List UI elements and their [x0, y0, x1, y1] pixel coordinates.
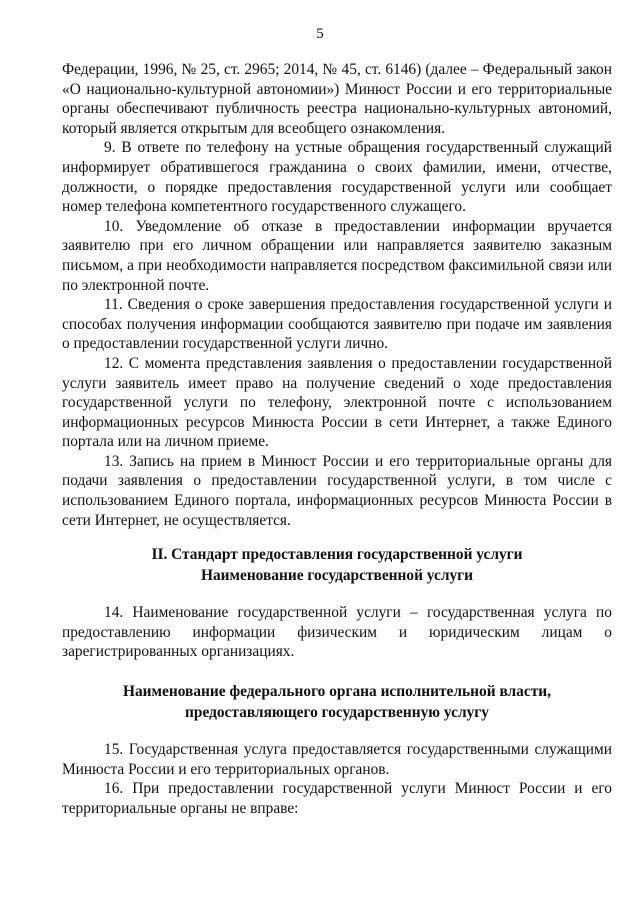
- body-block-1: [62, 60, 612, 530]
- paragraph-15: 15. Государственная услуга предоставляется государственными служащими Минюста России и его территориальных органов.: [62, 741, 612, 778]
- paragraph-13: 13. Запись на прием в Минюст России и его территориальные органы для подачи заявления о предоставлении государственной услуги, в том числе с использованием Единого портала, информационных ресурсов Минюста России в сети Интернет, не осуществляется.: [62, 452, 612, 529]
- section-2-title: II. Стандарт предоставления государственной услуги: [151, 546, 523, 563]
- service-name-subtitle: Наименование государственной услуги: [200, 567, 474, 584]
- org-title-line-1: Наименование федерального органа исполнительной власти,: [123, 683, 551, 700]
- paragraph-12: 12. С момента представления заявления о предоставлении государственной услуги заявитель имеет право на получение сведений о ходе предоставления государственной услуги по телефону, электронной почте с использованием информационных ресурсов Минюста России в сети Интернет, а также Единого портала или на личном приеме.: [62, 354, 612, 451]
- paragraph-continuation: Федерации, 1996, № 25, ст. 2965; 2014, № 45, ст. 6146) (далее – Федеральный закон «О национально-культурной автономии») Минюст России и его территориальные органы обеспечивают публичность реестра национально-культурных автономий, который является открытым для всеобщего ознакомления.: [62, 61, 612, 137]
- org-heading: [62, 681, 612, 723]
- paragraph-10: 10. Уведомление об отказе в предоставлении информации вручается заявителю при его личном обращении или направляется заявителю заказным письмом, а при необходимости направляется посредством факсимильной связи или по электронной почте.: [62, 217, 612, 294]
- section-2-heading: [62, 544, 612, 586]
- paragraph-14: 14. Наименование государственной услуги – государственная услуга по предоставлению информации физическим и юридическим лицам о зарегистрированных организациях.: [62, 604, 612, 661]
- paragraph-11: 11. Сведения о сроке завершения предоставления государственной услуги и способах получения информации сообщаются заявителю при подаче им заявления о предоставлении государственной услуги лично.: [62, 296, 612, 353]
- body-block-3: [62, 740, 612, 818]
- page-number: 5: [316, 26, 324, 42]
- body-block-2: [62, 603, 612, 662]
- paragraph-9: 9. В ответе по телефону на устные обращения государственный служащий информирует обратившегося гражданина о своих фамилии, имени, отчестве, должности, о порядке предоставления государственной услуги или сообщает номер телефона компетентного государственного служащего.: [62, 139, 612, 216]
- paragraph-16: 16. При предоставлении государственной услуги Минюст России и его территориальные органы не вправе:: [62, 780, 612, 817]
- org-title-line-2: предоставляющего государственную услугу: [185, 704, 489, 721]
